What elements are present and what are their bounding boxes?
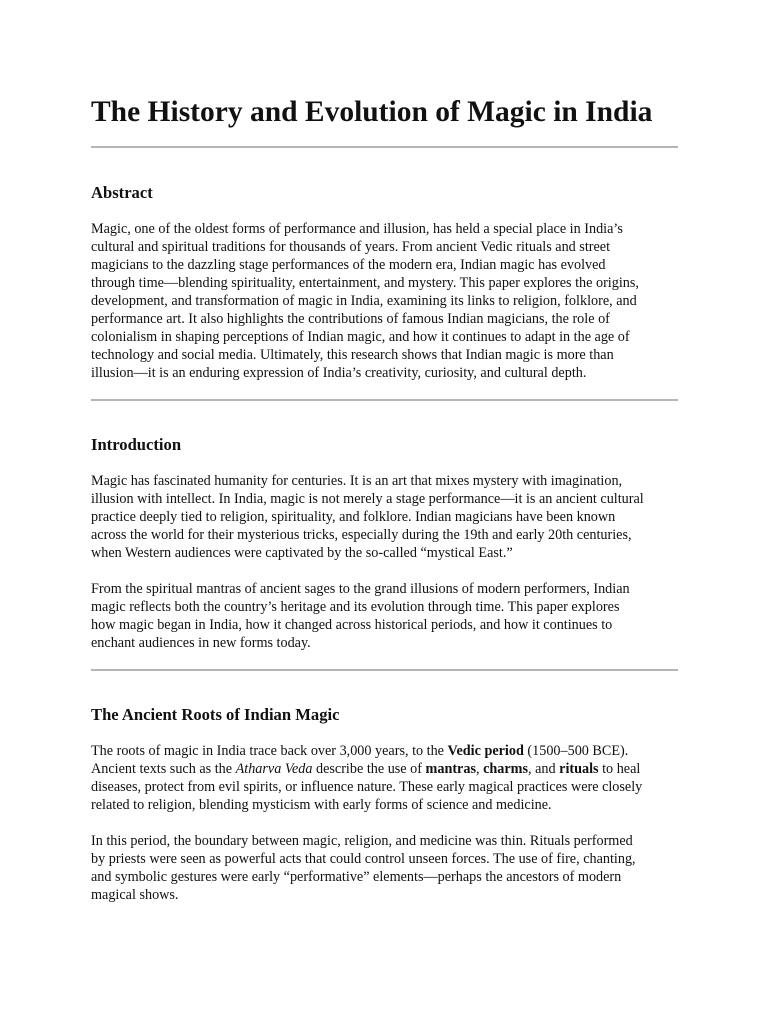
text-line: and symbolic gestures were early “performative” elements—perhaps the ancestors of modern <box>91 869 622 885</box>
section-divider <box>91 399 678 401</box>
text-line: illusion with intellect. In India, magic is not merely a stage performance—it is an ancient cultural <box>91 491 644 507</box>
text-run: The roots of magic in India trace back over 3,000 years, to the <box>91 743 448 759</box>
text-line: Magic has fascinated humanity for centuries. It is an art that mixes mystery with imagination, <box>91 473 623 489</box>
ancient-roots-heading: The Ancient Roots of Indian Magic <box>91 705 340 724</box>
section-divider <box>91 669 678 671</box>
bold-term-vedic-period: Vedic period <box>447 743 524 759</box>
abstract-heading: Abstract <box>91 183 153 202</box>
text-line: when Western audiences were captivated by the so-called “mystical East.” <box>91 545 513 561</box>
text-line: diseases, protect from evil spirits, or influence nature. These early magical practices were closely <box>91 779 643 795</box>
text-line: performance art. It also highlights the contributions of famous Indian magicians, the role of <box>91 311 610 327</box>
bold-term-charms: charms <box>483 761 528 777</box>
text-line <box>91 742 679 760</box>
text-line: Magic, one of the oldest forms of performance and illusion, has held a special place in India’s <box>91 221 623 237</box>
text-line: cultural and spiritual traditions for thousands of years. From ancient Vedic rituals and street <box>91 239 611 255</box>
text-line: enchant audiences in new forms today. <box>91 635 311 651</box>
text-line: related to religion, blending mysticism with early forms of science and medicine. <box>91 797 552 813</box>
text-line: magicians to the dazzling stage performances of the modern era, Indian magic has evolved <box>91 257 606 273</box>
abstract-paragraph <box>91 220 679 382</box>
text-run: describe the use of <box>312 761 426 777</box>
text-run: , and <box>528 761 560 777</box>
italic-term-atharva-veda: Atharva Veda <box>235 761 313 777</box>
text-line: colonialism in shaping perceptions of Indian magic, and how it continues to adapt in the age of <box>91 329 630 345</box>
text-line: magical shows. <box>91 887 179 903</box>
ancient-roots-paragraph-1 <box>91 742 679 814</box>
text-run: , <box>475 761 484 777</box>
introduction-heading: Introduction <box>91 435 182 454</box>
text-line <box>91 760 679 778</box>
text-line: across the world for their mysterious tricks, especially during the 19th and early 20th centuries, <box>91 527 632 543</box>
text-line: development, and transformation of magic in India, examining its links to religion, folklore, and <box>91 293 637 309</box>
text-run: (1500–500 BCE). <box>523 743 629 759</box>
text-line: In this period, the boundary between magic, religion, and medicine was thin. Rituals performed <box>91 833 633 849</box>
bold-term-mantras: mantras <box>425 761 476 777</box>
text-run: to heal <box>598 761 641 777</box>
title-divider <box>91 146 678 148</box>
introduction-paragraph-2 <box>91 580 679 652</box>
introduction-paragraph-1 <box>91 472 679 562</box>
text-line: From the spiritual mantras of ancient sages to the grand illusions of modern performers, Indian <box>91 581 630 597</box>
text-line: through time—blending spirituality, entertainment, and mystery. This paper explores the origins, <box>91 275 639 291</box>
text-line: practice deeply tied to religion, spirituality, and folklore. Indian magicians have been known <box>91 509 616 525</box>
document-title: The History and Evolution of Magic in India <box>91 96 653 128</box>
text-line: illusion—it is an enduring expression of India’s creativity, curiosity, and cultural depth. <box>91 365 587 381</box>
text-line: how magic began in India, how it changed across historical periods, and how it continues to <box>91 617 613 633</box>
text-line: by priests were seen as powerful acts that could control unseen forces. The use of fire, chanting, <box>91 851 636 867</box>
text-run: Ancient texts such as the <box>91 761 236 777</box>
ancient-roots-paragraph-2 <box>91 832 679 904</box>
bold-term-rituals: rituals <box>559 761 599 777</box>
text-line: technology and social media. Ultimately, this research shows that Indian magic is more than <box>91 347 614 363</box>
text-line: magic reflects both the country’s heritage and its evolution through time. This paper explores <box>91 599 620 615</box>
